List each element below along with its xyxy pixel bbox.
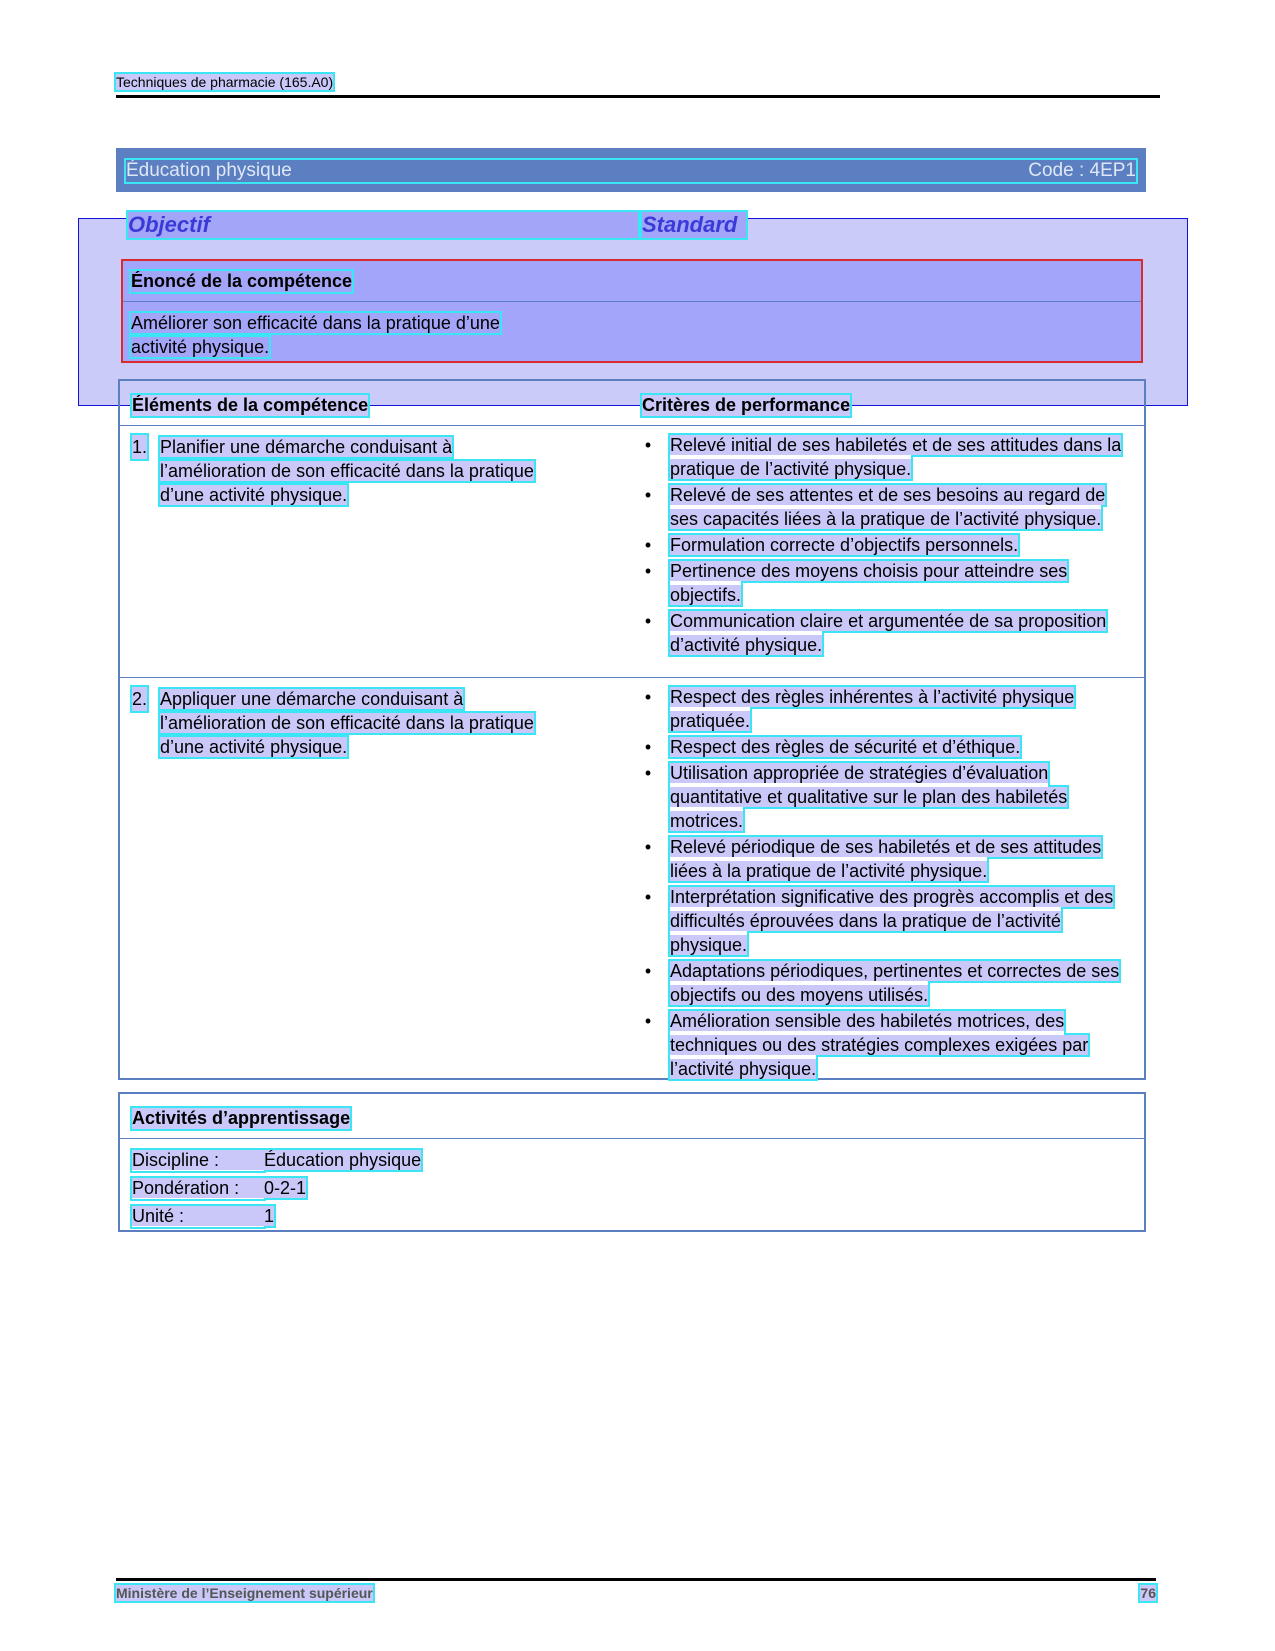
discipline-value: Éducation physique <box>264 1150 422 1170</box>
element-number: 2. <box>132 689 148 709</box>
enonce-heading: Énoncé de la compétence <box>131 271 353 291</box>
bullet-icon: • <box>644 485 652 505</box>
element-number: 1. <box>132 437 148 457</box>
table-row <box>120 679 1144 1079</box>
ministry-name: Ministère de l’Enseignement supérieur <box>116 1585 373 1601</box>
element-line: l’amélioration de son efficacité dans la pratique <box>160 713 534 733</box>
list-item: • Communication claire et argumentée de sa proposition d’activité physique. <box>642 609 1132 657</box>
list-item: • Interprétation significative des progrès accomplis et des difficultés éprouvées dans la pratique de l’activité physique. <box>642 885 1132 957</box>
unite-label: Unité : <box>132 1206 185 1226</box>
element-2 <box>132 687 632 759</box>
elements-col-header: Éléments de la compétence <box>132 395 369 415</box>
ponderation-label: Pondération : <box>132 1178 240 1198</box>
list-item: • Formulation correcte d’objectifs personnels. <box>642 533 1132 557</box>
element-line: Appliquer une démarche conduisant à <box>160 689 464 709</box>
element-line: l’amélioration de son efficacité dans la pratique <box>160 461 534 481</box>
page-header <box>116 74 1160 98</box>
element-line: d’une activité physique. <box>160 485 348 505</box>
standard-label: Standard <box>642 212 746 238</box>
bullet-icon: • <box>644 737 652 757</box>
criteria-list-1 <box>642 433 1132 659</box>
activites-box <box>118 1092 1146 1232</box>
page-footer <box>116 1578 1156 1601</box>
bullet-icon: • <box>644 837 652 857</box>
bullet-icon: • <box>644 535 652 555</box>
discipline-row <box>132 1150 421 1171</box>
element-line: d’une activité physique. <box>160 737 348 757</box>
criteria-list-2 <box>642 685 1132 1083</box>
list-item: • Utilisation appropriée de stratégies d’évaluation quantitative et qualitative sur le plan des habiletés motrices. <box>642 761 1132 833</box>
unite-row <box>132 1206 274 1227</box>
bullet-icon: • <box>644 687 652 707</box>
bullet-icon: • <box>644 961 652 981</box>
list-item: • Relevé périodique de ses habiletés et de ses attitudes liées à la pratique de l’activité physique. <box>642 835 1132 883</box>
ponderation-row <box>132 1178 306 1199</box>
bullet-icon: • <box>644 435 652 455</box>
table-row <box>120 427 1144 678</box>
element-1 <box>132 435 632 507</box>
enonce-line-1: Améliorer son efficacité dans la pratique d’une <box>131 313 500 333</box>
bullet-icon: • <box>644 763 652 783</box>
unite-value: 1 <box>264 1206 275 1226</box>
list-item: • Pertinence des moyens choisis pour atteindre ses objectifs. <box>642 559 1132 607</box>
elements-table <box>118 379 1146 1080</box>
list-item: • Relevé de ses attentes et de ses besoins au regard de ses capacités liées à la pratique de l’activité physique. <box>642 483 1132 531</box>
list-item: • Respect des règles inhérentes à l’activité physique pratiquée. <box>642 685 1132 733</box>
list-item: • Adaptations périodiques, pertinentes et correctes de ses objectifs ou des moyens utilisés. <box>642 959 1132 1007</box>
elements-header-row <box>120 381 1144 426</box>
course-code: Code : 4EP1 <box>1028 160 1136 181</box>
bullet-icon: • <box>644 1011 652 1031</box>
bullet-icon: • <box>644 611 652 631</box>
enonce-box <box>121 259 1143 363</box>
course-name: Éducation physique <box>126 160 292 181</box>
list-item: • Respect des règles de sécurité et d’éthique. <box>642 735 1132 759</box>
element-line: Planifier une démarche conduisant à <box>160 437 453 457</box>
enonce-line-2: activité physique. <box>131 337 270 357</box>
program-name: Techniques de pharmacie (165.A0) <box>116 74 334 90</box>
list-item: • Amélioration sensible des habiletés motrices, des techniques ou des stratégies complexes exigées par l’activité physique. <box>642 1009 1132 1081</box>
enonce-text <box>131 311 561 359</box>
discipline-label: Discipline : <box>132 1150 220 1170</box>
page-number: 76 <box>1140 1585 1156 1601</box>
course-title-bar <box>116 148 1146 192</box>
list-item: • Relevé initial de ses habiletés et de ses attitudes dans la pratique de l’activité physique. <box>642 433 1132 481</box>
objectif-label: Objectif <box>128 212 638 238</box>
bullet-icon: • <box>644 561 652 581</box>
ponderation-value: 0-2-1 <box>264 1178 307 1198</box>
criteres-col-header: Critères de performance <box>642 395 851 415</box>
bullet-icon: • <box>644 887 652 907</box>
activites-heading: Activités d’apprentissage <box>132 1108 351 1128</box>
